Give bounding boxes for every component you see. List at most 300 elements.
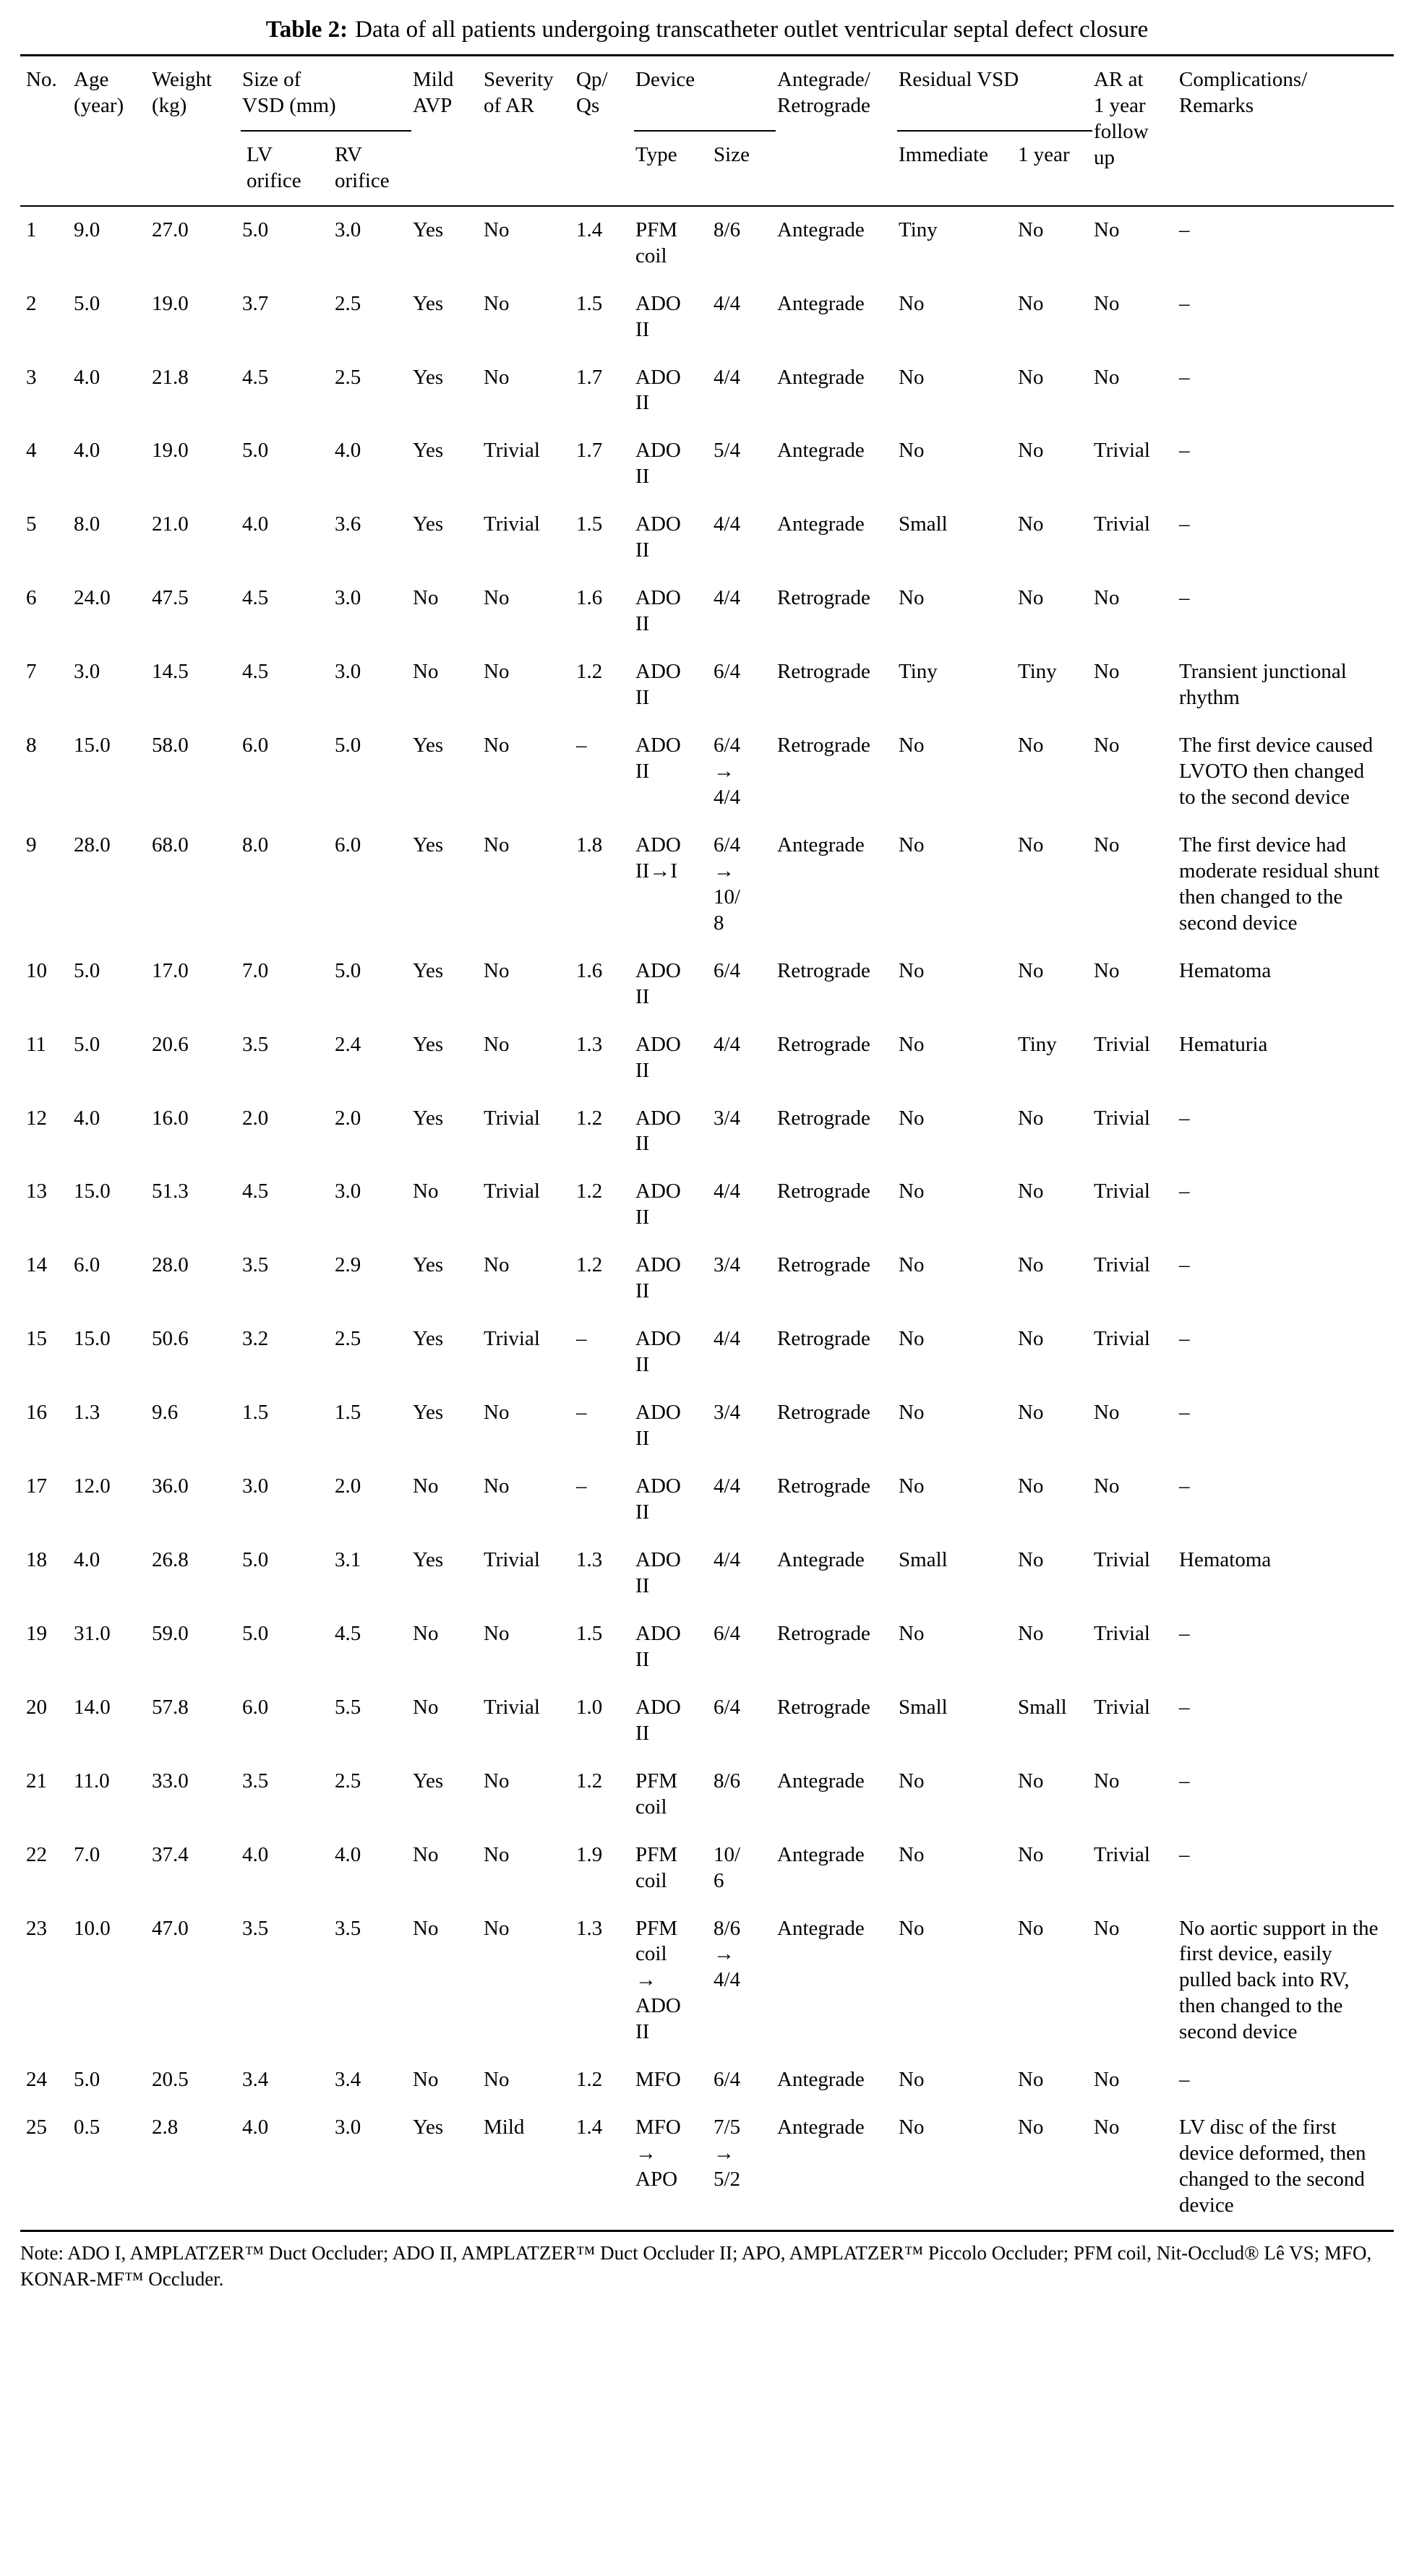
- cell-qp-qs: 1.4: [576, 218, 603, 241]
- cell-mild-avp: Yes: [413, 291, 444, 315]
- table-row: [20, 1242, 1394, 1315]
- cell-severity-ar: No: [484, 365, 510, 389]
- cell-age: 5.0: [74, 291, 100, 315]
- cell-mild-avp: No: [413, 1842, 439, 1866]
- cell-residual-1year: No: [1018, 1621, 1044, 1645]
- cell-approach: Retrograde: [777, 586, 870, 610]
- cell-qp-qs: 1.2: [576, 660, 603, 684]
- cell-mild-avp: Yes: [413, 218, 444, 241]
- cell-approach: Antegrade: [777, 1547, 865, 1571]
- cell-weight: 27.0: [152, 218, 189, 241]
- table-row: [20, 1021, 1394, 1095]
- cell-approach: Retrograde: [777, 958, 870, 982]
- cell-complications: –: [1179, 218, 1190, 241]
- cell-severity-ar: No: [484, 1253, 510, 1277]
- cell-device-size: 3/4: [714, 1106, 741, 1130]
- cell-device-size: 6/4: [714, 2068, 741, 2092]
- col-header-age: Age (year): [72, 55, 150, 205]
- cell-rv-orifice: 3.0: [335, 586, 361, 610]
- table-row: [20, 206, 1394, 280]
- cell-ar-1year: Trivial: [1094, 1842, 1150, 1866]
- cell-device-size: 8/6: [714, 1769, 741, 1793]
- cell-weight: 21.8: [152, 365, 189, 389]
- cell-residual-1year: No: [1018, 1916, 1044, 1940]
- cell-no: 5: [26, 512, 37, 536]
- cell-lv-orifice: 4.5: [242, 586, 269, 610]
- cell-ar-1year: Trivial: [1094, 1621, 1150, 1645]
- cell-mild-avp: No: [413, 660, 439, 684]
- cell-ar-1year: No: [1094, 2068, 1120, 2092]
- cell-weight: 17.0: [152, 958, 189, 982]
- cell-qp-qs: 1.2: [576, 1180, 603, 1203]
- cell-mild-avp: Yes: [413, 958, 444, 982]
- cell-mild-avp: Yes: [413, 1401, 444, 1425]
- patients-table: [20, 54, 1394, 2232]
- cell-mild-avp: Yes: [413, 365, 444, 389]
- cell-age: 4.0: [74, 1547, 100, 1571]
- cell-qp-qs: 1.6: [576, 958, 603, 982]
- cell-age: 5.0: [74, 1032, 100, 1056]
- cell-age: 4.0: [74, 365, 100, 389]
- cell-qp-qs: 1.4: [576, 2116, 603, 2139]
- cell-device-type: ADO II: [635, 660, 681, 710]
- cell-residual-immediate: Small: [899, 1547, 948, 1571]
- cell-qp-qs: 1.3: [576, 1916, 603, 1940]
- cell-residual-1year: No: [1018, 1180, 1044, 1203]
- table-row: [20, 354, 1394, 428]
- cell-device-size: 3/4: [714, 1401, 741, 1425]
- col-header-qp-qs: Qp/ Qs: [575, 55, 634, 205]
- col-header-approach: Antegrade/ Retrograde: [776, 55, 897, 205]
- cell-residual-1year: No: [1018, 1253, 1044, 1277]
- col-header-rv-orifice: RV orifice: [333, 131, 411, 206]
- table-header: [20, 55, 1394, 205]
- col-header-residual-group: Residual VSD: [897, 55, 1092, 130]
- cell-lv-orifice: 3.5: [242, 1769, 269, 1793]
- cell-qp-qs: 1.8: [576, 833, 603, 856]
- cell-mild-avp: Yes: [413, 1032, 444, 1056]
- cell-approach: Antegrade: [777, 1842, 865, 1866]
- cell-device-type: MFO → APO: [635, 2116, 681, 2191]
- cell-severity-ar: No: [484, 958, 510, 982]
- cell-age: 9.0: [74, 218, 100, 241]
- cell-no: 7: [26, 660, 37, 684]
- cell-ar-1year: No: [1094, 365, 1120, 389]
- cell-complications: –: [1179, 1769, 1190, 1793]
- cell-severity-ar: Mild: [484, 2116, 525, 2139]
- cell-lv-orifice: 5.0: [242, 1547, 269, 1571]
- cell-severity-ar: No: [484, 1621, 510, 1645]
- cell-no: 22: [26, 1842, 47, 1866]
- cell-severity-ar: No: [484, 1842, 510, 1866]
- cell-residual-immediate: No: [899, 1769, 925, 1793]
- cell-rv-orifice: 3.0: [335, 218, 361, 241]
- cell-residual-1year: Tiny: [1018, 660, 1057, 684]
- cell-rv-orifice: 5.5: [335, 1695, 361, 1719]
- cell-rv-orifice: 3.4: [335, 2068, 361, 2092]
- cell-device-size: 6/4 → 10/ 8: [714, 833, 741, 935]
- col-header-mild-avp: Mild AVP: [411, 55, 482, 205]
- cell-lv-orifice: 5.0: [242, 439, 269, 463]
- cell-device-type: PFM coil → ADO II: [635, 1916, 681, 2044]
- cell-complications: –: [1179, 1106, 1190, 1130]
- cell-device-size: 4/4: [714, 365, 741, 389]
- cell-no: 25: [26, 2116, 47, 2139]
- cell-severity-ar: No: [484, 291, 510, 315]
- cell-ar-1year: No: [1094, 586, 1120, 610]
- cell-severity-ar: No: [484, 1474, 510, 1498]
- cell-qp-qs: 1.3: [576, 1032, 603, 1056]
- cell-residual-immediate: No: [899, 1621, 925, 1645]
- cell-severity-ar: No: [484, 734, 510, 757]
- cell-qp-qs: –: [576, 1474, 587, 1498]
- cell-lv-orifice: 4.0: [242, 512, 269, 536]
- cell-device-size: 7/5 → 5/2: [714, 2116, 741, 2191]
- table-row: [20, 948, 1394, 1021]
- cell-age: 14.0: [74, 1695, 111, 1719]
- cell-approach: Antegrade: [777, 512, 865, 536]
- cell-mild-avp: No: [413, 1621, 439, 1645]
- cell-age: 28.0: [74, 833, 111, 856]
- cell-lv-orifice: 3.0: [242, 1474, 269, 1498]
- cell-residual-1year: No: [1018, 586, 1044, 610]
- table-caption-text: Data of all patients undergoing transcatheter outlet ventricular septal defect closure: [355, 17, 1149, 43]
- cell-device-size: 8/6: [714, 218, 741, 241]
- cell-age: 3.0: [74, 660, 100, 684]
- cell-approach: Retrograde: [777, 660, 870, 684]
- cell-qp-qs: –: [576, 1401, 587, 1425]
- cell-device-type: PFM coil: [635, 218, 678, 267]
- cell-device-type: PFM coil: [635, 1769, 678, 1819]
- cell-rv-orifice: 3.6: [335, 512, 361, 536]
- cell-rv-orifice: 6.0: [335, 833, 361, 856]
- footnote: Note: ADO I, AMPLATZER™ Duct Occluder; ADO II, AMPLATZER™ Duct Occluder II; APO, AMPLATZER™ Piccolo Occluder; PFM coil, Nit-Occlud® Lê VS; MFO, KONAR-MF™ Occluder.: [20, 2242, 1372, 2290]
- cell-severity-ar: No: [484, 586, 510, 610]
- cell-weight: 51.3: [152, 1180, 189, 1203]
- cell-no: 16: [26, 1401, 47, 1425]
- cell-weight: 2.8: [152, 2116, 179, 2139]
- cell-complications: Hematoma: [1179, 958, 1272, 982]
- cell-rv-orifice: 1.5: [335, 1401, 361, 1425]
- cell-residual-1year: No: [1018, 1327, 1044, 1351]
- cell-ar-1year: No: [1094, 218, 1120, 241]
- cell-device-type: ADO II: [635, 1621, 681, 1671]
- cell-mild-avp: No: [413, 1474, 439, 1498]
- cell-severity-ar: No: [484, 1032, 510, 1056]
- cell-lv-orifice: 8.0: [242, 833, 269, 856]
- cell-approach: Antegrade: [777, 833, 865, 856]
- cell-mild-avp: Yes: [413, 1769, 444, 1793]
- cell-device-size: 6/4: [714, 1621, 741, 1645]
- cell-ar-1year: Trivial: [1094, 1327, 1150, 1351]
- cell-age: 15.0: [74, 1180, 111, 1203]
- table-row: [20, 427, 1394, 501]
- cell-severity-ar: Trivial: [484, 1180, 540, 1203]
- cell-rv-orifice: 2.5: [335, 365, 361, 389]
- cell-age: 10.0: [74, 1916, 111, 1940]
- cell-device-type: ADO II: [635, 439, 681, 489]
- cell-approach: Retrograde: [777, 1106, 870, 1130]
- cell-residual-immediate: No: [899, 2068, 925, 2092]
- cell-approach: Antegrade: [777, 1769, 865, 1793]
- cell-weight: 37.4: [152, 1842, 189, 1866]
- cell-approach: Retrograde: [777, 1621, 870, 1645]
- cell-weight: 59.0: [152, 1621, 189, 1645]
- cell-device-type: ADO II: [635, 1547, 681, 1597]
- cell-complications: –: [1179, 586, 1190, 610]
- cell-residual-immediate: No: [899, 1180, 925, 1203]
- cell-residual-1year: No: [1018, 833, 1044, 856]
- cell-lv-orifice: 3.4: [242, 2068, 269, 2092]
- cell-residual-immediate: No: [899, 2116, 925, 2139]
- cell-mild-avp: Yes: [413, 1547, 444, 1571]
- cell-severity-ar: Trivial: [484, 1695, 540, 1719]
- col-header-device-size: Size: [712, 131, 776, 206]
- cell-complications: –: [1179, 1401, 1190, 1425]
- cell-residual-1year: No: [1018, 1106, 1044, 1130]
- cell-ar-1year: Trivial: [1094, 512, 1150, 536]
- cell-device-size: 6/4: [714, 660, 741, 684]
- table-row: [20, 575, 1394, 648]
- cell-residual-immediate: No: [899, 734, 925, 757]
- cell-device-type: ADO II: [635, 586, 681, 636]
- cell-age: 31.0: [74, 1621, 111, 1645]
- cell-device-size: 8/6 → 4/4: [714, 1916, 741, 1992]
- cell-residual-1year: No: [1018, 1842, 1044, 1866]
- cell-device-size: 6/4: [714, 1695, 741, 1719]
- cell-rv-orifice: 5.0: [335, 734, 361, 757]
- cell-lv-orifice: 4.0: [242, 1842, 269, 1866]
- cell-severity-ar: No: [484, 1916, 510, 1940]
- cell-device-type: ADO II→I: [635, 833, 681, 883]
- cell-no: 24: [26, 2068, 47, 2092]
- cell-weight: 14.5: [152, 660, 189, 684]
- cell-rv-orifice: 2.9: [335, 1253, 361, 1277]
- cell-complications: –: [1179, 2068, 1190, 2092]
- table-row: [20, 1684, 1394, 1758]
- cell-residual-1year: No: [1018, 365, 1044, 389]
- cell-qp-qs: 1.5: [576, 512, 603, 536]
- col-header-ar-1year: AR at 1 year follow up: [1092, 55, 1178, 205]
- cell-qp-qs: 1.2: [576, 1106, 603, 1130]
- cell-mild-avp: Yes: [413, 1106, 444, 1130]
- cell-no: 12: [26, 1106, 47, 1130]
- cell-no: 15: [26, 1327, 47, 1351]
- cell-weight: 28.0: [152, 1253, 189, 1277]
- cell-rv-orifice: 5.0: [335, 958, 361, 982]
- cell-age: 11.0: [74, 1769, 110, 1793]
- cell-qp-qs: 1.0: [576, 1695, 603, 1719]
- cell-severity-ar: No: [484, 1401, 510, 1425]
- cell-lv-orifice: 3.7: [242, 291, 269, 315]
- cell-device-size: 5/4: [714, 439, 741, 463]
- cell-device-size: 4/4: [714, 512, 741, 536]
- cell-residual-1year: Small: [1018, 1695, 1067, 1719]
- cell-device-type: ADO II: [635, 1327, 681, 1377]
- cell-approach: Retrograde: [777, 1401, 870, 1425]
- col-header-device-group: Device: [634, 55, 776, 130]
- cell-residual-immediate: No: [899, 1106, 925, 1130]
- cell-rv-orifice: 2.0: [335, 1474, 361, 1498]
- cell-weight: 16.0: [152, 1106, 189, 1130]
- cell-severity-ar: No: [484, 2068, 510, 2092]
- cell-ar-1year: Trivial: [1094, 1695, 1150, 1719]
- cell-approach: Retrograde: [777, 1474, 870, 1498]
- cell-age: 4.0: [74, 1106, 100, 1130]
- cell-device-type: ADO II: [635, 958, 681, 1008]
- cell-residual-immediate: No: [899, 1327, 925, 1351]
- cell-residual-immediate: No: [899, 833, 925, 856]
- cell-weight: 57.8: [152, 1695, 189, 1719]
- cell-residual-1year: Tiny: [1018, 1032, 1057, 1056]
- cell-residual-1year: No: [1018, 1401, 1044, 1425]
- table-row: [20, 2056, 1394, 2104]
- cell-ar-1year: Trivial: [1094, 439, 1150, 463]
- cell-severity-ar: Trivial: [484, 439, 540, 463]
- cell-age: 8.0: [74, 512, 100, 536]
- cell-residual-immediate: No: [899, 1401, 925, 1425]
- cell-device-size: 3/4: [714, 1253, 741, 1277]
- cell-age: 5.0: [74, 958, 100, 982]
- cell-residual-immediate: No: [899, 958, 925, 982]
- col-header-severity-ar: Severity of AR: [482, 55, 575, 205]
- table-row: [20, 1832, 1394, 1905]
- cell-rv-orifice: 3.0: [335, 1180, 361, 1203]
- cell-ar-1year: Trivial: [1094, 1547, 1150, 1571]
- cell-weight: 50.6: [152, 1327, 189, 1351]
- cell-residual-immediate: No: [899, 365, 925, 389]
- cell-residual-immediate: Small: [899, 512, 948, 536]
- table-body: [20, 206, 1394, 2231]
- cell-device-type: ADO II: [635, 1474, 681, 1524]
- cell-device-size: 4/4: [714, 1327, 741, 1351]
- cell-residual-1year: No: [1018, 439, 1044, 463]
- col-header-lv-orifice: LV orifice: [241, 131, 333, 206]
- cell-rv-orifice: 3.0: [335, 2116, 361, 2139]
- col-header-weight: Weight (kg): [150, 55, 241, 205]
- cell-weight: 26.8: [152, 1547, 189, 1571]
- cell-rv-orifice: 4.0: [335, 1842, 361, 1866]
- cell-device-type: ADO II: [635, 1032, 681, 1082]
- cell-device-size: 6/4 → 4/4: [714, 734, 741, 809]
- cell-residual-immediate: No: [899, 1032, 925, 1056]
- cell-weight: 19.0: [152, 291, 189, 315]
- cell-residual-immediate: No: [899, 586, 925, 610]
- table-row: [20, 1610, 1394, 1684]
- cell-device-type: MFO: [635, 2068, 681, 2092]
- cell-residual-immediate: No: [899, 291, 925, 315]
- cell-weight: 58.0: [152, 734, 189, 757]
- table-row: [20, 1315, 1394, 1389]
- cell-device-type: ADO II: [635, 1180, 681, 1229]
- col-header-residual-1year: 1 year: [1016, 131, 1092, 206]
- cell-weight: 9.6: [152, 1401, 179, 1425]
- cell-mild-avp: Yes: [413, 833, 444, 856]
- cell-device-size: 4/4: [714, 1474, 741, 1498]
- cell-no: 18: [26, 1547, 47, 1571]
- cell-ar-1year: No: [1094, 660, 1120, 684]
- cell-complications: –: [1179, 1253, 1190, 1277]
- cell-severity-ar: No: [484, 660, 510, 684]
- cell-approach: Antegrade: [777, 1916, 865, 1940]
- cell-lv-orifice: 3.2: [242, 1327, 269, 1351]
- cell-ar-1year: No: [1094, 1916, 1120, 1940]
- table-row: [20, 1095, 1394, 1169]
- cell-lv-orifice: 3.5: [242, 1032, 269, 1056]
- cell-ar-1year: Trivial: [1094, 1032, 1150, 1056]
- cell-lv-orifice: 5.0: [242, 1621, 269, 1645]
- table-row: [20, 280, 1394, 354]
- cell-residual-immediate: Tiny: [899, 218, 938, 241]
- cell-mild-avp: No: [413, 1180, 439, 1203]
- cell-approach: Retrograde: [777, 1695, 870, 1719]
- cell-no: 1: [26, 218, 37, 241]
- cell-lv-orifice: 1.5: [242, 1401, 269, 1425]
- table-row: [20, 2104, 1394, 2231]
- cell-residual-immediate: Small: [899, 1695, 948, 1719]
- cell-approach: Antegrade: [777, 439, 865, 463]
- cell-lv-orifice: 4.0: [242, 2116, 269, 2139]
- col-header-device-type: Type: [634, 131, 712, 206]
- cell-residual-1year: No: [1018, 512, 1044, 536]
- cell-weight: 20.5: [152, 2068, 189, 2092]
- cell-complications: –: [1179, 439, 1190, 463]
- table-row: [20, 1463, 1394, 1537]
- cell-age: 12.0: [74, 1474, 111, 1498]
- cell-device-size: 10/ 6: [714, 1842, 741, 1892]
- cell-device-type: ADO II: [635, 1401, 681, 1451]
- cell-approach: Antegrade: [777, 2116, 865, 2139]
- cell-mild-avp: Yes: [413, 439, 444, 463]
- cell-no: 13: [26, 1180, 47, 1203]
- cell-qp-qs: 1.6: [576, 586, 603, 610]
- cell-no: 21: [26, 1769, 47, 1793]
- cell-ar-1year: No: [1094, 734, 1120, 757]
- cell-complications: Hematuria: [1179, 1032, 1268, 1056]
- cell-complications: –: [1179, 1621, 1190, 1645]
- cell-ar-1year: Trivial: [1094, 1106, 1150, 1130]
- cell-complications: –: [1179, 1695, 1190, 1719]
- cell-approach: Retrograde: [777, 734, 870, 757]
- cell-device-type: ADO II: [635, 1106, 681, 1156]
- cell-residual-1year: No: [1018, 734, 1044, 757]
- cell-device-size: 4/4: [714, 291, 741, 315]
- cell-weight: 21.0: [152, 512, 189, 536]
- cell-complications: –: [1179, 1842, 1190, 1866]
- cell-ar-1year: No: [1094, 833, 1120, 856]
- cell-no: 10: [26, 958, 47, 982]
- cell-rv-orifice: 4.0: [335, 439, 361, 463]
- cell-residual-1year: No: [1018, 291, 1044, 315]
- table-row: [20, 722, 1394, 822]
- col-header-size-vsd-group: Size of VSD (mm): [241, 55, 411, 130]
- cell-complications: No aortic support in the first device, easily pulled back into RV, then changed to the second device: [1179, 1916, 1379, 2044]
- cell-qp-qs: –: [576, 734, 587, 757]
- cell-complications: –: [1179, 1327, 1190, 1351]
- cell-device-type: ADO II: [635, 291, 681, 341]
- cell-weight: 68.0: [152, 833, 189, 856]
- cell-lv-orifice: 6.0: [242, 1695, 269, 1719]
- cell-residual-immediate: Tiny: [899, 660, 938, 684]
- cell-severity-ar: No: [484, 218, 510, 241]
- cell-mild-avp: No: [413, 1695, 439, 1719]
- cell-complications: Transient junctional rhythm: [1179, 660, 1347, 710]
- cell-rv-orifice: 4.5: [335, 1621, 361, 1645]
- cell-device-type: PFM coil: [635, 1842, 678, 1892]
- cell-device-type: ADO II: [635, 1695, 681, 1745]
- cell-weight: 19.0: [152, 439, 189, 463]
- cell-approach: Antegrade: [777, 365, 865, 389]
